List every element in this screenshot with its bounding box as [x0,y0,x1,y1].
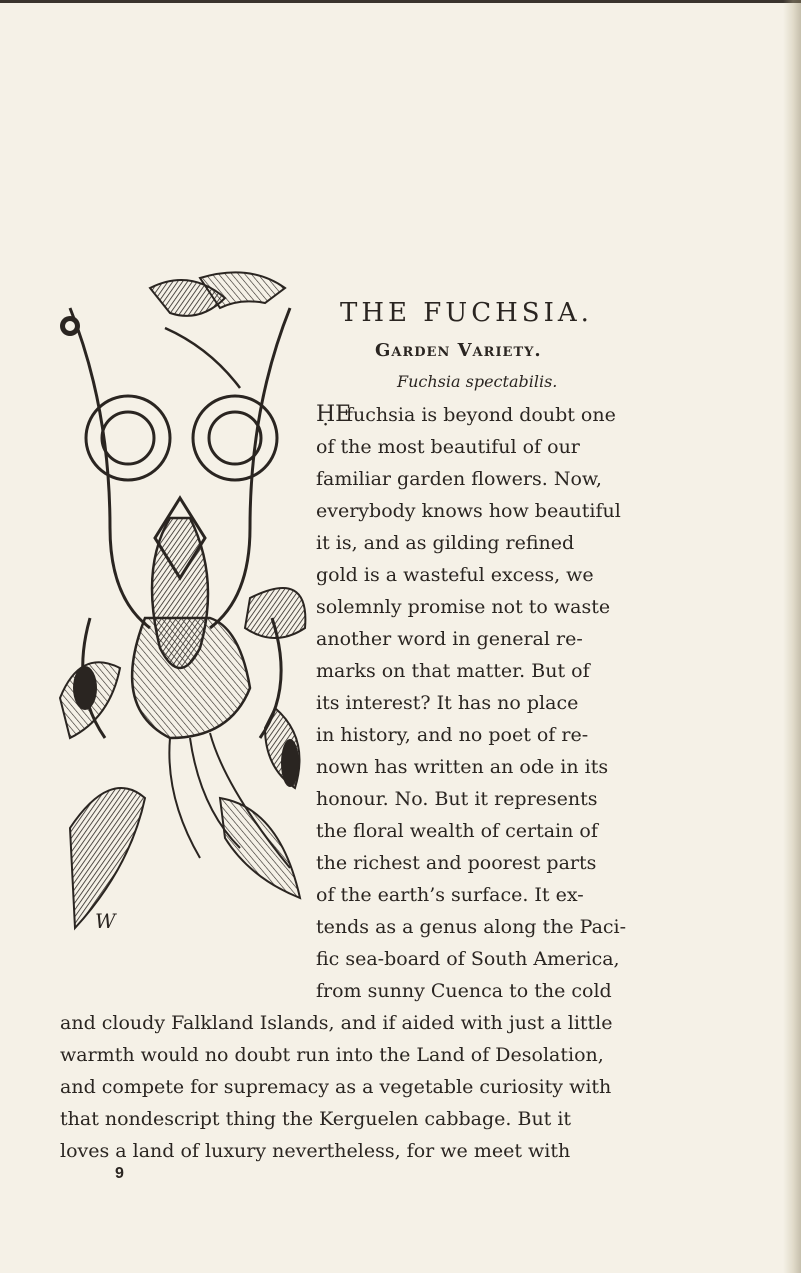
body-line: fic sea-board of South America, [316,948,620,970]
subtitle: Garden Variety. [375,340,542,361]
body-line: familiar garden flowers. Now, [316,468,602,490]
body-line: fuchsia is beyond doubt one [346,404,616,426]
body-line: its interest? It has no place [316,692,579,714]
body-line: warmth would no doubt run into the Land of Desolation, [60,1044,604,1066]
body-line: gold is a wasteful excess, we [316,564,594,586]
body-line: and compete for supremacy as a vegetable curiosity with [60,1076,612,1098]
body-line: from sunny Cuenca to the cold [316,980,612,1002]
body-line: solemnly promise not to waste [316,596,611,618]
top-rule [0,0,801,3]
drop-cap: ḤE [316,402,352,427]
latin-name: Fuchsia spectabilis. [397,372,558,391]
page-number: 9 [115,1165,124,1182]
body-line: it is, and as gilding refined [316,532,575,554]
body-line: tends as a genus along the Paci- [316,916,627,938]
body-line: in history, and no poet of re- [316,724,589,746]
body-line: nown has written an ode in its [316,756,609,778]
body-line: of the earth’s surface. It ex- [316,884,584,906]
page-title: THE FUCHSIA. [340,298,593,328]
body-line: honour. No. But it represents [316,788,598,810]
fuchsia-woodcut-illustration [50,268,315,948]
body-line: and cloudy Falkland Islands, and if aided with just a little [60,1012,613,1034]
body-line: everybody knows how beautiful [316,500,621,522]
body-line: marks on that matter. But of [316,660,590,682]
body-line: another word in general re- [316,628,583,650]
body-line: the floral wealth of certain of [316,820,598,842]
body-line: that nondescript thing the Kerguelen cabbage. But it [60,1108,572,1130]
monogram: W [95,909,116,933]
page-edge-shadow [783,0,801,1273]
body-line: the richest and poorest parts [316,852,597,874]
body-line: of the most beautiful of our [316,436,580,458]
body-line: loves a land of luxury nevertheless, for we meet with [60,1140,571,1162]
